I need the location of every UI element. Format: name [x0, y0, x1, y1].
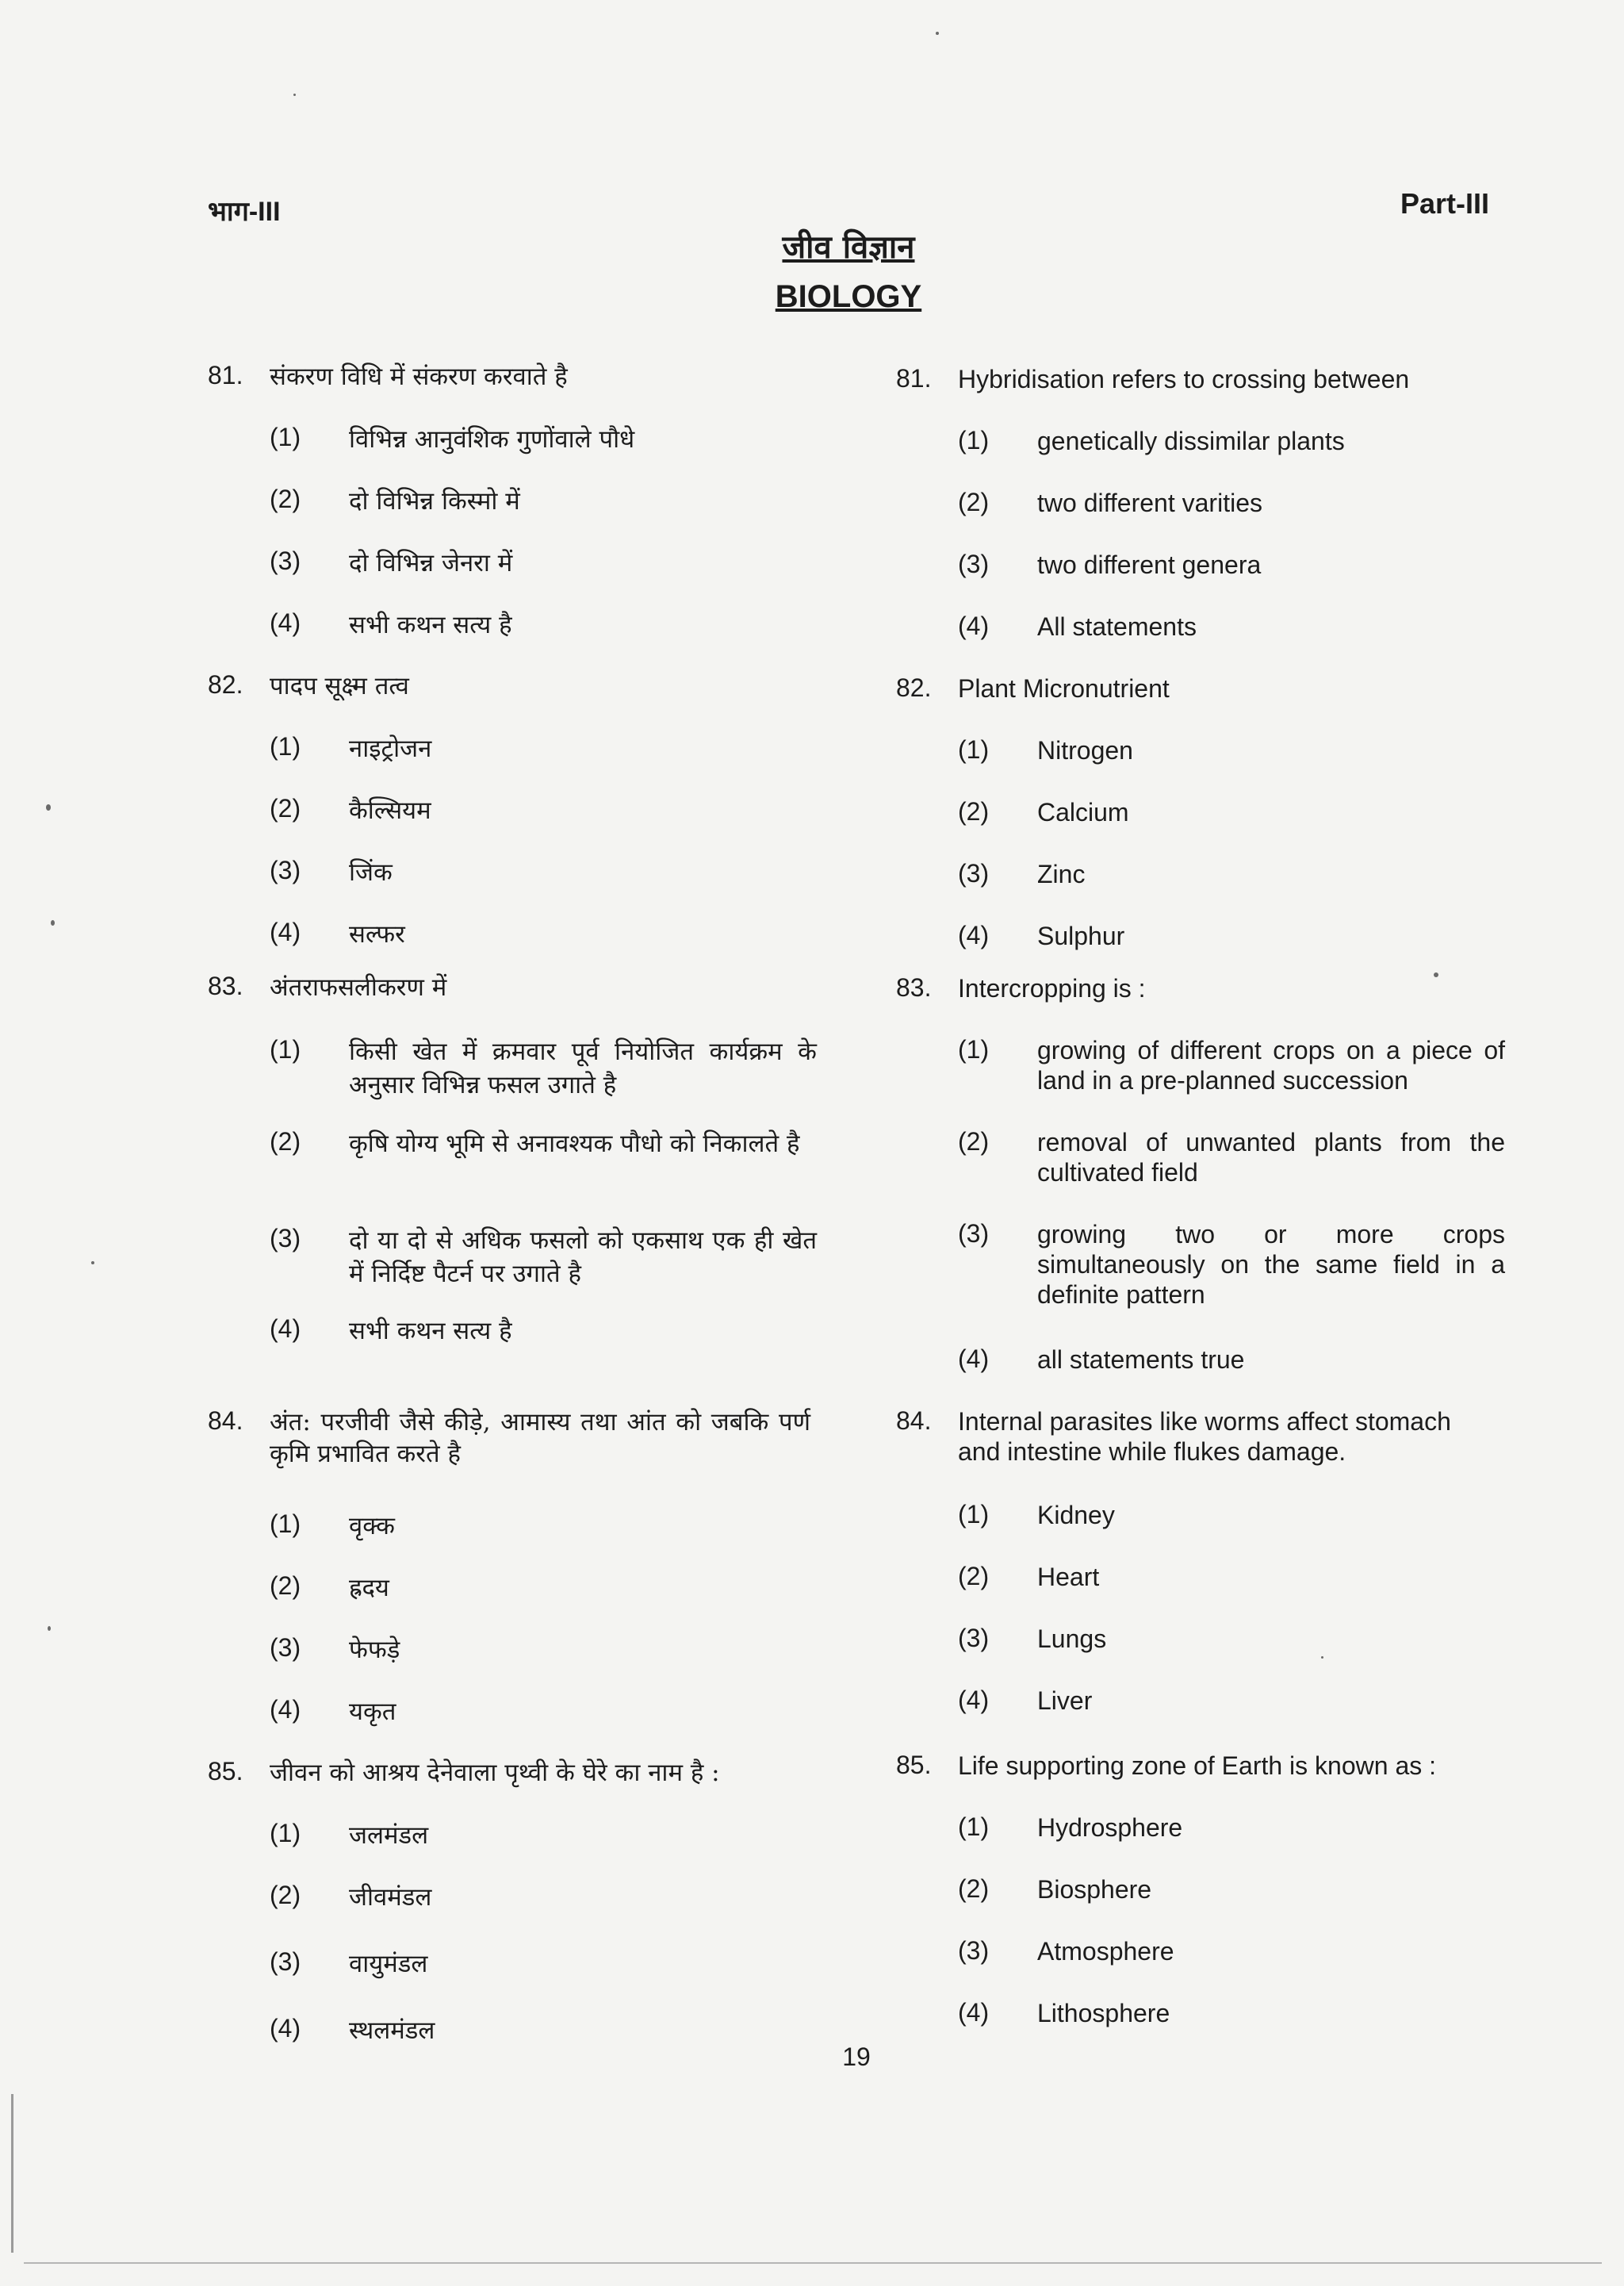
option-number: (3): [270, 1947, 301, 1976]
option-number: (1): [270, 423, 301, 451]
question-text: Intercropping is :: [958, 974, 1146, 1003]
option-text: स्थलमंडल: [349, 2016, 435, 2045]
option-85-4-english: [958, 1998, 1505, 2028]
option-text: Biosphere: [1037, 1875, 1152, 1904]
option-number: (1): [270, 1819, 301, 1847]
option-number: (3): [958, 1219, 990, 1248]
option-text: Calcium: [1037, 798, 1129, 827]
option-81-1-hindi: [270, 423, 817, 456]
option-number: (4): [958, 1998, 990, 2027]
option-number: (1): [958, 1812, 990, 1841]
option-82-3-english: [958, 859, 1505, 889]
option-text: ह्रदय: [349, 1574, 389, 1602]
option-text: दो या दो से अधिक फसलो को एकसाथ एक ही खेत में निर्दिष्ट पैटर्न पर उगाते है: [349, 1226, 817, 1288]
option-number: (3): [958, 550, 990, 578]
question-83-english: [896, 973, 1499, 1003]
option-text: all statements true: [1037, 1345, 1245, 1374]
option-number: (4): [270, 608, 301, 637]
option-text: growing of different crops on a piece of land in a pre-planned succession: [1037, 1036, 1505, 1095]
option-number: (1): [270, 1509, 301, 1538]
option-text: removal of unwanted plants from the cultivated field: [1037, 1128, 1505, 1187]
question-number: 85.: [896, 1751, 932, 1779]
option-number: (2): [958, 488, 990, 516]
option-number: (1): [270, 1035, 301, 1064]
option-text: Liver: [1037, 1686, 1093, 1715]
option-81-1-english: [958, 426, 1505, 456]
option-text: Kidney: [1037, 1501, 1115, 1529]
option-text: genetically dissimilar plants: [1037, 427, 1345, 455]
option-number: (2): [958, 1127, 990, 1156]
option-text: two different genera: [1037, 550, 1262, 579]
option-84-2-english: [958, 1562, 1505, 1592]
option-85-3-english: [958, 1936, 1505, 1966]
question-text: अंत: परजीवी जैसे कीड़े, आमास्य तथा आंत को जबकि पर्ण कृमि प्रभावित करते है: [270, 1408, 810, 1468]
scan-bottom-line: [24, 2262, 1602, 2264]
option-number: (2): [958, 1562, 990, 1590]
option-text: two different varities: [1037, 489, 1262, 517]
option-number: (1): [958, 426, 990, 455]
option-number: (4): [958, 1344, 990, 1373]
option-number: (2): [270, 1571, 301, 1600]
option-85-1-hindi: [270, 1819, 817, 1852]
option-number: (3): [270, 856, 301, 884]
option-text: दो विभिन्न जेनरा में: [349, 549, 513, 577]
question-text: Life supporting zone of Earth is known as :: [958, 1751, 1437, 1780]
option-number: (1): [958, 735, 990, 764]
option-number: (4): [270, 2014, 301, 2042]
question-number: 82.: [208, 670, 243, 699]
question-81-english: [896, 364, 1499, 394]
option-85-1-english: [958, 1812, 1505, 1843]
option-text: Heart: [1037, 1563, 1100, 1591]
question-text: Hybridisation refers to crossing between: [958, 365, 1410, 393]
question-text: अंतराफसलीकरण में: [270, 973, 447, 1002]
option-text: All statements: [1037, 612, 1197, 641]
scan-speck: [51, 920, 55, 926]
option-82-4-hindi: [270, 918, 817, 951]
question-number: 84.: [896, 1406, 932, 1435]
option-number: (4): [270, 1314, 301, 1343]
question-number: 83.: [896, 973, 932, 1002]
option-text: वृक्क: [349, 1512, 395, 1540]
part-label-hindi: भाग-III: [208, 197, 281, 227]
scan-speck: [46, 804, 51, 811]
page-number: 19: [842, 2042, 871, 2071]
option-81-2-hindi: [270, 485, 817, 518]
option-text: वायुमंडल: [349, 1950, 428, 1978]
question-81-hindi: [208, 361, 810, 393]
question-text: Internal parasites like worms affect stomach and intestine while flukes damage.: [958, 1407, 1451, 1466]
option-83-2-hindi: [270, 1127, 817, 1160]
option-81-2-english: [958, 488, 1505, 518]
question-82-english: [896, 673, 1499, 704]
question-84-hindi: [208, 1406, 810, 1470]
option-text: Zinc: [1037, 860, 1086, 888]
option-text: जीवमंडल: [349, 1883, 432, 1912]
question-text: संकरण विधि में संकरण करवाते है: [270, 362, 568, 391]
option-81-3-hindi: [270, 547, 817, 580]
option-text: Nitrogen: [1037, 736, 1133, 765]
option-number: (4): [958, 1686, 990, 1714]
question-83-hindi: [208, 972, 810, 1003]
option-number: (1): [958, 1035, 990, 1064]
question-82-hindi: [208, 670, 810, 702]
scan-speck: [1321, 1656, 1323, 1659]
option-text: सभी कथन सत्य है: [349, 1317, 512, 1345]
option-text: सल्फर: [349, 920, 405, 949]
subject-title-english: BIOLOGY: [775, 279, 922, 314]
option-text: Sulphur: [1037, 922, 1125, 950]
option-number: (4): [270, 1695, 301, 1724]
scan-speck: [1434, 972, 1438, 977]
option-82-2-english: [958, 797, 1505, 827]
option-text: जिंक: [349, 858, 393, 887]
option-text: growing two or more crops simultaneously on the same field in a definite pattern: [1037, 1220, 1505, 1309]
option-number: (3): [958, 1624, 990, 1652]
option-number: (3): [958, 1936, 990, 1965]
question-85-english: [896, 1751, 1499, 1781]
subject-title-hindi: जीव विज्ञान: [782, 229, 915, 266]
option-83-3-english: [958, 1219, 1505, 1310]
question-number: 85.: [208, 1757, 243, 1785]
option-83-2-english: [958, 1127, 1505, 1187]
scan-speck: [91, 1261, 94, 1264]
option-text: फेफड़े: [349, 1636, 400, 1664]
option-number: (2): [270, 794, 301, 823]
option-82-2-hindi: [270, 794, 817, 827]
option-number: (2): [958, 1874, 990, 1903]
option-text: यकृत: [349, 1697, 396, 1726]
option-text: दो विभिन्न किस्मो में: [349, 487, 520, 516]
option-number: (3): [958, 859, 990, 888]
option-number: (3): [270, 1633, 301, 1662]
scan-speck: [293, 94, 296, 96]
option-83-1-english: [958, 1035, 1505, 1095]
option-82-1-hindi: [270, 732, 817, 765]
option-text: Lithosphere: [1037, 1999, 1170, 2027]
option-82-1-english: [958, 735, 1505, 765]
part-label-english: Part-III: [1400, 187, 1489, 220]
option-number: (2): [270, 1881, 301, 1909]
question-number: 81.: [208, 361, 243, 389]
option-84-4-english: [958, 1686, 1505, 1716]
option-83-4-english: [958, 1344, 1505, 1375]
option-number: (4): [958, 921, 990, 949]
option-text: Lungs: [1037, 1624, 1107, 1653]
option-text: जलमंडल: [349, 1821, 429, 1850]
option-84-4-hindi: [270, 1695, 817, 1728]
scan-edge-line: [11, 2094, 13, 2253]
option-text: विभिन्न आनुवंशिक गुणोंवाले पौधे: [349, 425, 635, 454]
option-83-3-hindi: [270, 1224, 817, 1291]
option-text: सभी कथन सत्य है: [349, 611, 512, 639]
question-84-english: [896, 1406, 1499, 1467]
scan-speck: [48, 1626, 51, 1631]
option-84-2-hindi: [270, 1571, 817, 1605]
option-85-2-hindi: [270, 1881, 817, 1914]
question-85-hindi: [208, 1757, 810, 1789]
option-number: (2): [958, 797, 990, 826]
option-number: (4): [270, 918, 301, 946]
option-text: किसी खेत में क्रमवार पूर्व नियोजित कार्यक्रम के अनुसार विभिन्न फसल उगाते है: [349, 1038, 817, 1099]
option-84-1-english: [958, 1500, 1505, 1530]
option-text: Hydrosphere: [1037, 1813, 1183, 1842]
option-82-4-english: [958, 921, 1505, 951]
question-text: जीवन को आश्रय देनेवाला पृथ्वी के घेरे का नाम है :: [270, 1759, 720, 1787]
option-85-3-hindi: [270, 1947, 817, 1981]
option-text: Atmosphere: [1037, 1937, 1174, 1966]
option-text: कैल्सियम: [349, 796, 431, 825]
option-84-3-english: [958, 1624, 1505, 1654]
option-number: (3): [270, 547, 301, 575]
question-number: 83.: [208, 972, 243, 1000]
option-81-4-hindi: [270, 608, 817, 642]
option-text: नाइट्रोजन: [349, 735, 432, 763]
option-84-1-hindi: [270, 1509, 817, 1543]
option-number: (1): [958, 1500, 990, 1528]
option-83-1-hindi: [270, 1035, 817, 1102]
option-83-4-hindi: [270, 1314, 817, 1348]
option-number: (1): [270, 732, 301, 761]
question-text: पादप सूक्ष्म तत्व: [270, 672, 409, 700]
option-number: (3): [270, 1224, 301, 1252]
option-81-3-english: [958, 550, 1505, 580]
option-text: कृषि योग्य भूमि से अनावश्यक पौधो को निकालते है: [349, 1130, 800, 1158]
option-number: (4): [958, 612, 990, 640]
scan-speck: [936, 32, 939, 35]
option-85-2-english: [958, 1874, 1505, 1904]
option-number: (2): [270, 1127, 301, 1156]
question-number: 84.: [208, 1406, 243, 1435]
question-number: 81.: [896, 364, 932, 393]
question-text: Plant Micronutrient: [958, 674, 1170, 703]
option-82-3-hindi: [270, 856, 817, 889]
option-81-4-english: [958, 612, 1505, 642]
option-84-3-hindi: [270, 1633, 817, 1667]
question-number: 82.: [896, 673, 932, 702]
option-number: (2): [270, 485, 301, 513]
